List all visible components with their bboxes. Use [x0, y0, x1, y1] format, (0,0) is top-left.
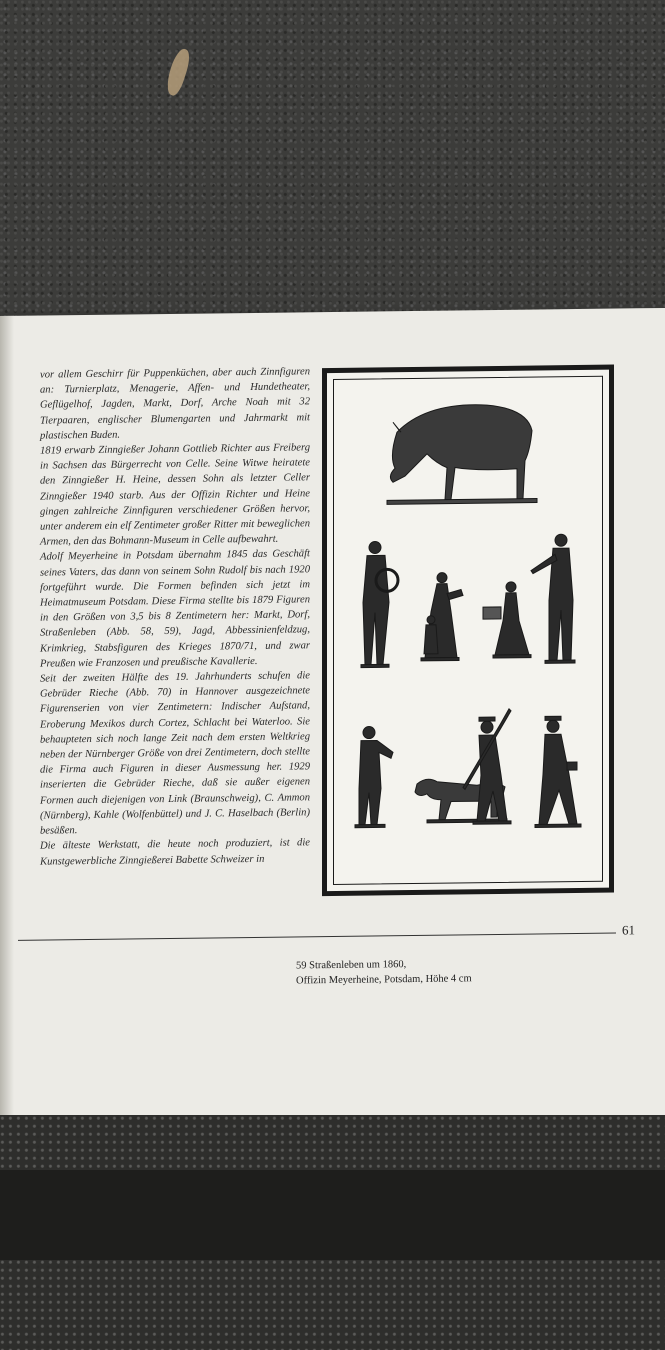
footer-rule: [18, 933, 616, 941]
body-text-column: [40, 364, 310, 869]
girl-with-basket-figure: [483, 582, 531, 659]
caption-line-1: 59 Straßenleben um 1860,: [296, 959, 407, 972]
page-number: 61: [622, 922, 635, 938]
page-fold-shadow: [0, 316, 14, 1124]
woman-with-child-figure: [421, 572, 463, 661]
curb-stone: [0, 1170, 665, 1260]
paragraph-5: Die älteste Werkstatt, die heute noch produziert, ist die Kunstgewerbliche Zinngießerei Babette Schweizer in: [40, 837, 310, 868]
paragraph-1: vor allem Geschirr für Puppenküchen, aber auch Zinnfiguren an: Turnierplatz, Menagerie, Affen- und Hundetheater, Geflügelhof, Jagden, Markt, Dorf, Arche Noah mit 32 Tierpaaren, englischer Blumengarten und Jahrmarkt mit plastischen Buden.: [40, 366, 310, 442]
paragraph-4: Seit der zweiten Hälfte des 19. Jahrhunderts schufen die Gebrüder Rieche (Abb. 70) in Hannover ausgezeichnete Figurenserien von vier Zentimetern: Indischer Aufstand, Eroberung Mexikos durch Cortez, Schlacht bei Waterloo. Sie behaupteten sich noch lange Zeit nach dem ersten Weltkrieg neben der Nürnberger Größe von drei Zentimetern, doch stellte die Firma auch Figuren in dieser Ausmessung her. 1929 inserierten die Gebrüder Rieche, daß sie außer eigenen Formen auch diejenigen von Link (Braunschweig), C. Ammon (Nürnberg), Kahle (Wolfenbüttel) und J. C. Haselbach (Berlin) besäßen.: [40, 670, 310, 837]
paragraph-3: Adolf Meyerheine in Potsdam übernahm 1845 das Geschäft seines Vaters, das dann von seinem Sohn Rudolf bis nach 1920 fortgeführt wurde. Die Formen befinden sich jetzt im Heimatmuseum Potsdam. Diese Firma stellte bis 1879 Figuren in den Größen von 3,5 bis 8 Zentimetern her: Markt, Dorf, Straßenleben (Abb. 58, 59), Jagd, Abbessinienfeldzug, Krimkrieg, Stabsfiguren des Krieges 1870/71, und zwar Preußen wie Franzosen und preußische Kavallerie.: [40, 548, 310, 670]
tin-figures-illustration: [327, 370, 609, 891]
hunter-figure: [463, 709, 511, 825]
goat-figure: [387, 404, 537, 504]
walking-man-figure: [535, 716, 581, 828]
book-page: [0, 308, 665, 1124]
caption-line-2: Offizin Meyerheine, Potsdam, Höhe 4 cm: [296, 973, 472, 987]
figure-caption: [296, 956, 472, 988]
man-figure: [355, 726, 393, 827]
illustration-plate: [322, 365, 614, 897]
paragraph-2: 1819 erwarb Zinngießer Johann Gottlieb Richter aus Freiberg in Sachsen das Bürgerrecht von Celle. Seine Witwe heiratete den Zinngießer H. Heine, dessen Sohn als letzter Celler Zinngießer 1940 starb. Aus der Offizin Richter und Heine gingen zahlreiche Zinnfiguren verschiedener Größen hervor, unter anderem ein elf Zentimeter großer Ritter mit beweglichen Armen, den das Bohmann-Museum in Celle aufbewahrt.: [40, 442, 310, 548]
asphalt-background-top: [0, 0, 665, 330]
horn-player-figure: [361, 541, 398, 667]
clarinet-player-figure: [531, 534, 575, 664]
